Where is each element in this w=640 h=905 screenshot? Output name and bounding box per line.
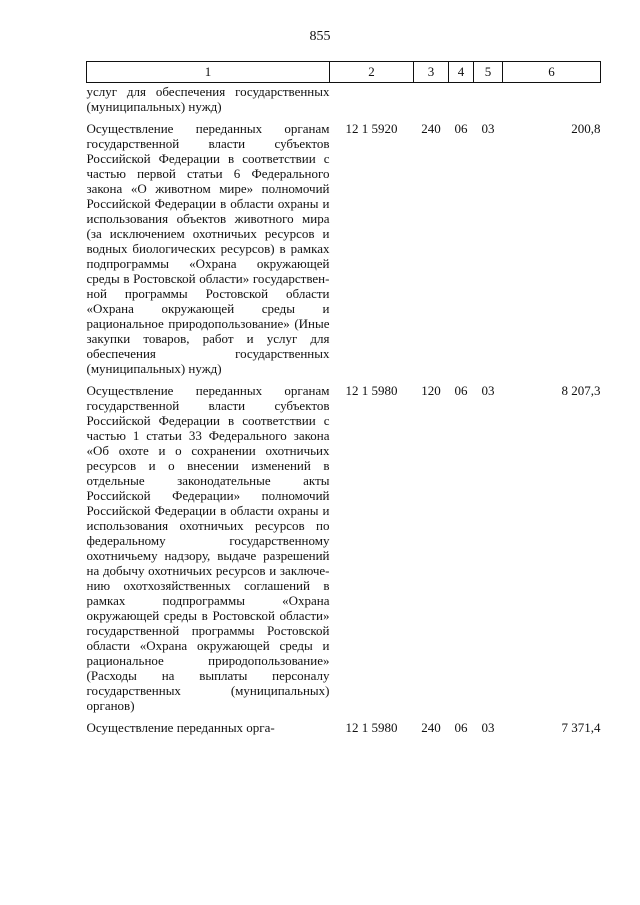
table-row xyxy=(87,383,601,713)
row-target-code xyxy=(330,83,414,115)
column-header-1: 1 xyxy=(87,62,330,83)
row-section: 06 xyxy=(454,383,468,398)
table-row xyxy=(87,83,601,115)
row-target-code: 12 1 5980 xyxy=(345,383,398,398)
column-header-3: 3 xyxy=(414,62,449,83)
table-row xyxy=(87,121,601,376)
row-subsection xyxy=(474,83,503,115)
column-header-6: 6 xyxy=(503,62,601,83)
budget-table xyxy=(86,61,601,735)
row-expense-type: 120 xyxy=(421,383,441,398)
row-target-code: 12 1 5920 xyxy=(345,121,398,136)
row-description: Осуществление переданных органам государственной власти субъектов Российской Федерации в соответствии с частью первой статьи 6 Федерального закона «О животном мире» полномочий Российской Федерации в области охраны и использования объектов животного мира (за исключением охотничьих ресурсов и водных биологических ресурсов) в рамках подпрограммы «Охрана окружающей среды в Ростовской области» государственной программы Ростовской области «Охрана окружающей среды и рациональное природопользование» (Иные закупки товаров, работ и услуг для обеспечения государственных (муниципальных) нужд) xyxy=(86,121,330,376)
row-description: Осуществление переданных органам государственной власти субъектов Российской Федерации в соответствии с частью 1 статьи 33 Федерального закона «Об охоте и о сохранении охотничьих ресурсов и о внесении изменений в отдельные законодательные акты Российской Федерации» полномочий Российской Федерации в области охраны и использования охотничьих ресурсов по федеральному государственному охотничьему надзору, выдаче разрешений на добычу охотничьих ресурсов и заключению охотхозяйственных соглашений в рамках подпрограммы «Охрана окружающей среды в Ростовской области» государственной программы Ростовской области «Охрана окружающей среды и рациональное природопользование» (Расходы на выплаты персоналу государственных (муниципальных) органов) xyxy=(86,383,330,713)
column-header-2: 2 xyxy=(330,62,414,83)
row-amount: 8 207,3 xyxy=(561,383,601,398)
row-section xyxy=(449,83,474,115)
row-subsection: 03 xyxy=(481,121,495,136)
row-description: Осуществление переданных орга- xyxy=(86,720,275,735)
row-section: 06 xyxy=(454,720,468,735)
row-section: 06 xyxy=(454,121,468,136)
row-description: услуг для обеспечения государственных (муниципальных) нужд) xyxy=(86,84,330,114)
table-row xyxy=(87,720,601,735)
table-header-row xyxy=(87,62,601,83)
row-amount xyxy=(503,83,601,115)
page-number: 855 xyxy=(309,29,331,44)
row-target-code: 12 1 5980 xyxy=(345,720,398,735)
row-subsection: 03 xyxy=(481,720,495,735)
column-header-5: 5 xyxy=(474,62,503,83)
row-amount: 7 371,4 xyxy=(561,720,601,735)
row-amount: 200,8 xyxy=(571,121,601,136)
row-expense-type: 240 xyxy=(421,121,441,136)
row-expense-type xyxy=(414,83,449,115)
row-subsection: 03 xyxy=(481,383,495,398)
column-header-4: 4 xyxy=(449,62,474,83)
row-expense-type: 240 xyxy=(421,720,441,735)
